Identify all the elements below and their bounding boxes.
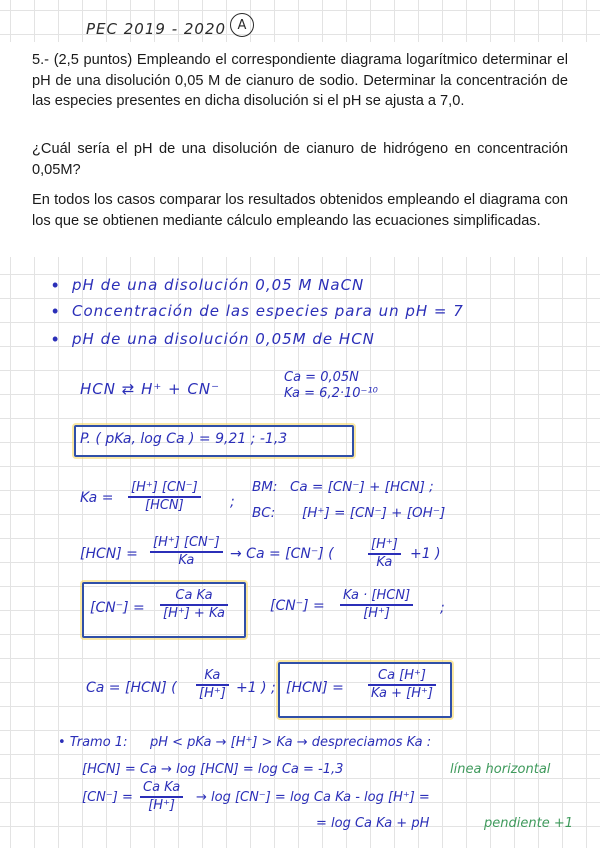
bullet-item-2: Concentración de las especies para un pH = 7 [72,302,464,320]
ca-fraction-denominator: Ka [376,554,393,570]
ca2-expression: Ca = [HCN] ( [86,680,177,696]
ca-expression: → Ca = [CN⁻] ( [230,546,334,562]
cn-log-numerator: Ca Ka [143,780,181,795]
bullet-item-1: pH de una disolución 0,05 M NaCN [72,276,365,294]
cn-log-denominator: [H⁺] [148,797,175,813]
bullet-item-3: pH de una disolución 0,05M de HCN [72,330,375,348]
ka-numerator: [H⁺] [CN⁻] [131,480,198,495]
separator: ; [230,494,235,510]
page-header: PEC 2019 - 2020 [86,20,227,38]
separator: ; [440,600,445,616]
hcn-box-fraction [368,668,436,702]
problem-statement [0,42,600,257]
hcn-denominator: Ka [178,552,195,568]
ca2-denominator: [H⁺] [199,685,226,701]
ca-fraction [368,537,401,571]
cn-log-fraction [140,780,183,814]
ca2-fraction [196,668,229,702]
ca-fraction-numerator: [H⁺] [371,537,398,552]
cn-box-denominator: [H⁺] + Ka [163,605,225,621]
statement-paragraph-2: ¿Cuál sería el pH de una disolución de cianuro de hidrógeno en concentración 0,05M? [32,141,568,178]
cn-box-numerator: Ca Ka [175,588,213,603]
hcn-box-label: [HCN] = [286,680,344,696]
circled-letter-mark: A [230,13,254,37]
horizontal-line-note: línea horizontal [450,762,551,777]
cn-box-fraction [160,588,228,622]
hcn-log-line: [HCN] = Ca → log [HCN] = log Ca = -1,3 [82,762,344,777]
tramo-condition: pH < pKa → [H⁺] > Ka → despreciamos Ka : [150,735,432,750]
statement-paragraph-3: En todos los casos comparar los resultados obtenidos empleando el diagrama con los que se obtienen mediante cálculo empleando las ecuaciones simplificadas. [32,192,568,229]
cn-alt-numerator: Ka · [HCN] [343,588,411,603]
cn-alt-denominator: [H⁺] [363,605,390,621]
bullet-dot-icon: • [52,301,59,321]
final-log-line: = log Ca Ka + pH [316,816,430,831]
charge-balance: [H⁺] = [CN⁻] + [OH⁻] [302,505,446,521]
bullet-dot-icon: • [52,275,59,295]
ka-fraction [128,480,201,514]
bullet-dot-icon: • [52,329,59,349]
statement-paragraph-1: 5.- (2,5 puntos) Empleando el correspondiente diagrama logarítmico determinar el pH de una disolución 0,05 M de cianuro de sodio. Determinar la concentración de las especies presentes en dicha disolución si el pH se ajusta a 7,0. [32,52,568,110]
cn-log-rhs: → log [CN⁻] = log Ca Ka - log [H⁺] = [196,790,430,805]
ca-expression-tail: +1 ) [410,546,441,562]
cn-log-label: [CN⁻] = [82,790,133,805]
cn-alt-fraction [340,588,413,622]
ca2-expression-tail: +1 ) ; [236,680,276,696]
equilibrium-equation: HCN ⇄ H⁺ + CN⁻ [80,380,220,398]
point-text: P. ( pKa, log Ca ) = 9,21 ; -1,3 [80,431,288,447]
hcn-numerator: [H⁺] [CN⁻] [153,535,220,550]
cn-box-label: [CN⁻] = [90,600,145,616]
hcn-box-numerator: Ca [H⁺] [378,668,426,683]
ka-value: Ka = 6,2·10⁻¹⁰ [284,386,378,401]
hcn-fraction [150,535,223,569]
hcn-box-denominator: Ka + [H⁺] [371,685,433,701]
ka-label: Ka = [80,490,114,506]
mass-balance-label: BM: [252,479,278,495]
slope-note: pendiente +1 [484,816,573,831]
tramo-label: • Tramo 1: [58,735,128,750]
mass-balance: Ca = [CN⁻] + [HCN] ; [290,479,434,495]
cn-alt-label: [CN⁻] = [270,598,325,614]
ka-denominator: [HCN] [145,497,184,513]
hcn-label: [HCN] = [80,546,138,562]
ca-value: Ca = 0,05N [284,370,359,385]
ca2-numerator: Ka [204,668,221,683]
charge-balance-label: BC: [252,505,276,521]
